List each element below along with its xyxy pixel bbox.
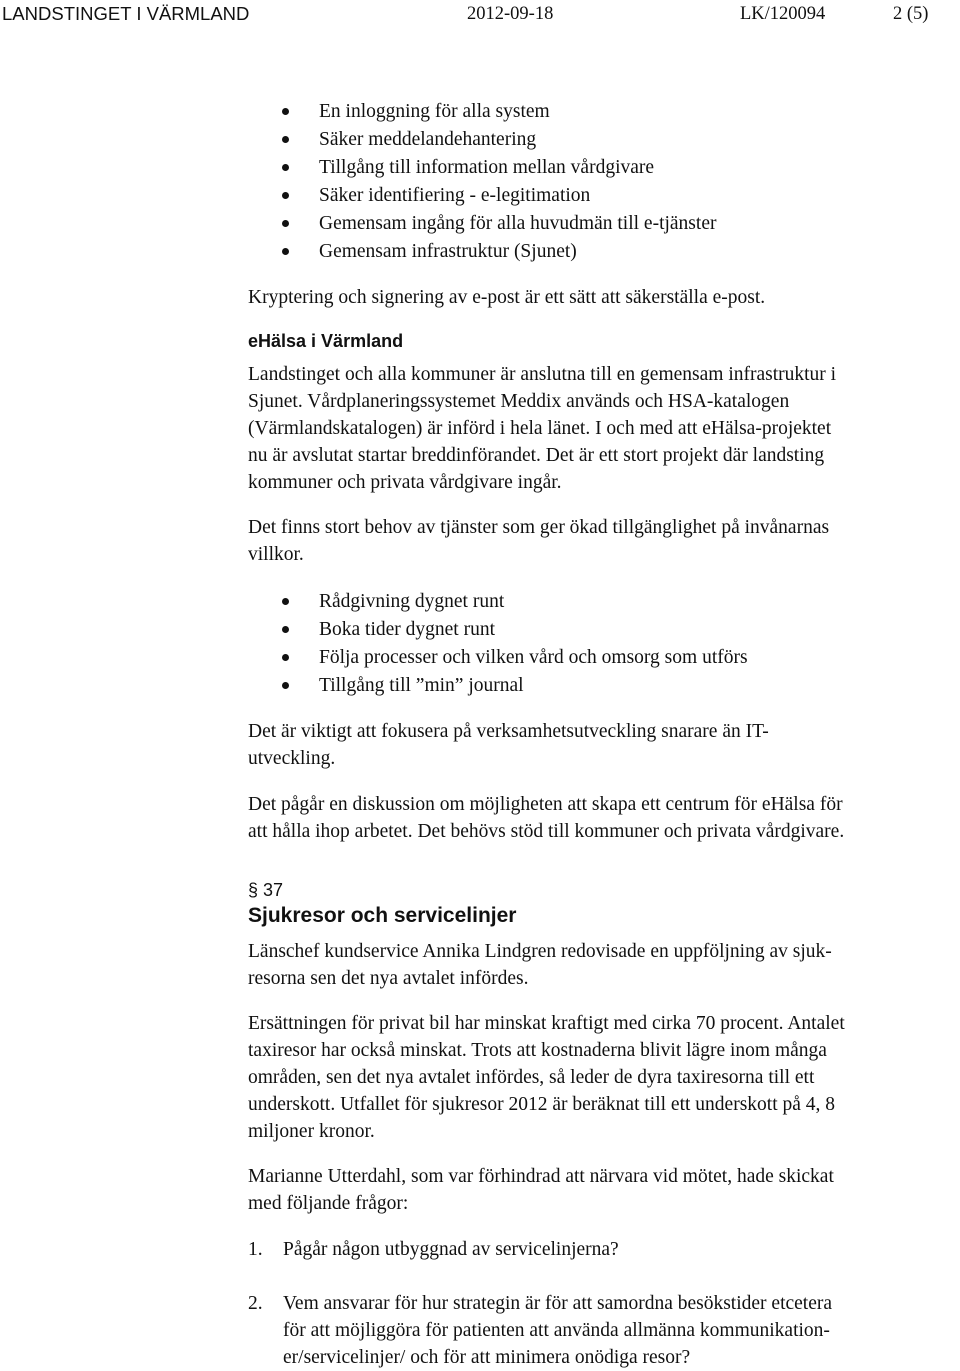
list-item: Boka tider dygnet runt [248,616,960,644]
bullet-icon [282,654,289,661]
bullet-list-services [248,588,960,700]
bullet-icon [282,220,289,227]
list-item: Tillgång till information mellan vårdgivare [248,154,960,182]
paragraph-behov: Det finns stort behov av tjänster som ger ökad tillgänglighet på invånarnas villkor. [248,517,830,565]
paragraph-ersattning: Ersättningen för privat bil har minskat kraftigt med cirka 70 procent. Antalet taxiresor har också minskat. Trots att kostnaderna blivit lägre inom många områden, sen det nya avtalet infördes, så leder de dyra taxiresorna till ett underskott. Utfallet för sjukresor 2012 är beräknat till ett underskott på 4, 8 miljoner kronor. [248,1013,845,1142]
bullet-icon [282,598,289,605]
list-item: Rådgivning dygnet runt [248,588,960,616]
question-list [248,1236,960,1371]
document-body [248,98,960,1371]
paragraph-marianne: Marianne Utterdahl, som var förhindrad att närvara vid mötet, hade skickat med följande frågor: [248,1166,834,1214]
list-item: Gemensam ingång för alla huvudmän till e-tjänster [248,210,960,238]
bullet-icon [282,164,289,171]
question-number: 1. [248,1239,263,1260]
section-title: Sjukresor och servicelinjer [248,904,517,927]
list-item: 2. Vem ansvarar för hur strategin är för att samordna besökstider etcetera för att möjliggöra för patienten att använda allmänna kommunikation- er/servicelinjer/ och för att minimera onödiga resor? [248,1290,960,1371]
page-number: 2 (5) [893,4,929,24]
list-item: En inloggning för alla system [248,98,960,126]
document-date: 2012-09-18 [467,4,554,24]
list-item: Tillgång till ”min” journal [248,672,960,700]
list-item: Säker meddelandehantering [248,126,960,154]
paragraph-landstinget: Landstinget och alla kommuner är anslutna till en gemensam infrastruktur i Sjunet. Vårdplaneringssystemet Meddix används och HSA-katalogen (Värmlandskatalogen) är införd i hela länet. I och med att eHälsa-projektet nu är avslutat startar breddinförandet. Det är ett stort projekt där landsting kommuner och privata vårdgivare ingår. [248,364,837,493]
document-reference: LK/120094 [740,4,826,24]
list-item: Gemensam infrastruktur (Sjunet) [248,238,960,266]
organization-name: LANDSTINGET I VÄRMLAND [2,3,250,24]
bullet-icon [282,682,289,689]
section-heading [248,878,960,930]
bullet-icon [282,136,289,143]
subheading-ehalsa: eHälsa i Värmland [248,331,404,351]
bullet-icon [282,108,289,115]
list-item: Följa processer och vilken vård och omsorg som utförs [248,644,960,672]
list-item: Säker identifiering - e-legitimation [248,182,960,210]
paragraph-viktigt: Det är viktigt att fokusera på verksamhetsutveckling snarare än IT- utveckling. [248,721,769,769]
bullet-icon [282,192,289,199]
list-item: 1. Pågår någon utbyggnad av servicelinjerna? [248,1236,960,1263]
paragraph-lanschef: Länschef kundservice Annika Lindgren redovisade en uppföljning av sjuk- resorna sen det nya avtalet infördes. [248,941,832,989]
paragraph-kryptering: Kryptering och signering av e-post är ett sätt att säkerställa e-post. [248,287,766,308]
paragraph-diskussion: Det pågår en diskussion om möjligheten att skapa ett centrum för eHälsa för att hålla ihop arbetet. Det behövs stöd till kommuner och privata vårdgivare. [248,794,845,842]
bullet-icon [282,248,289,255]
question-number: 2. [248,1293,263,1314]
section-number: § 37 [248,880,284,900]
bullet-list-systems [248,98,960,266]
bullet-icon [282,626,289,633]
